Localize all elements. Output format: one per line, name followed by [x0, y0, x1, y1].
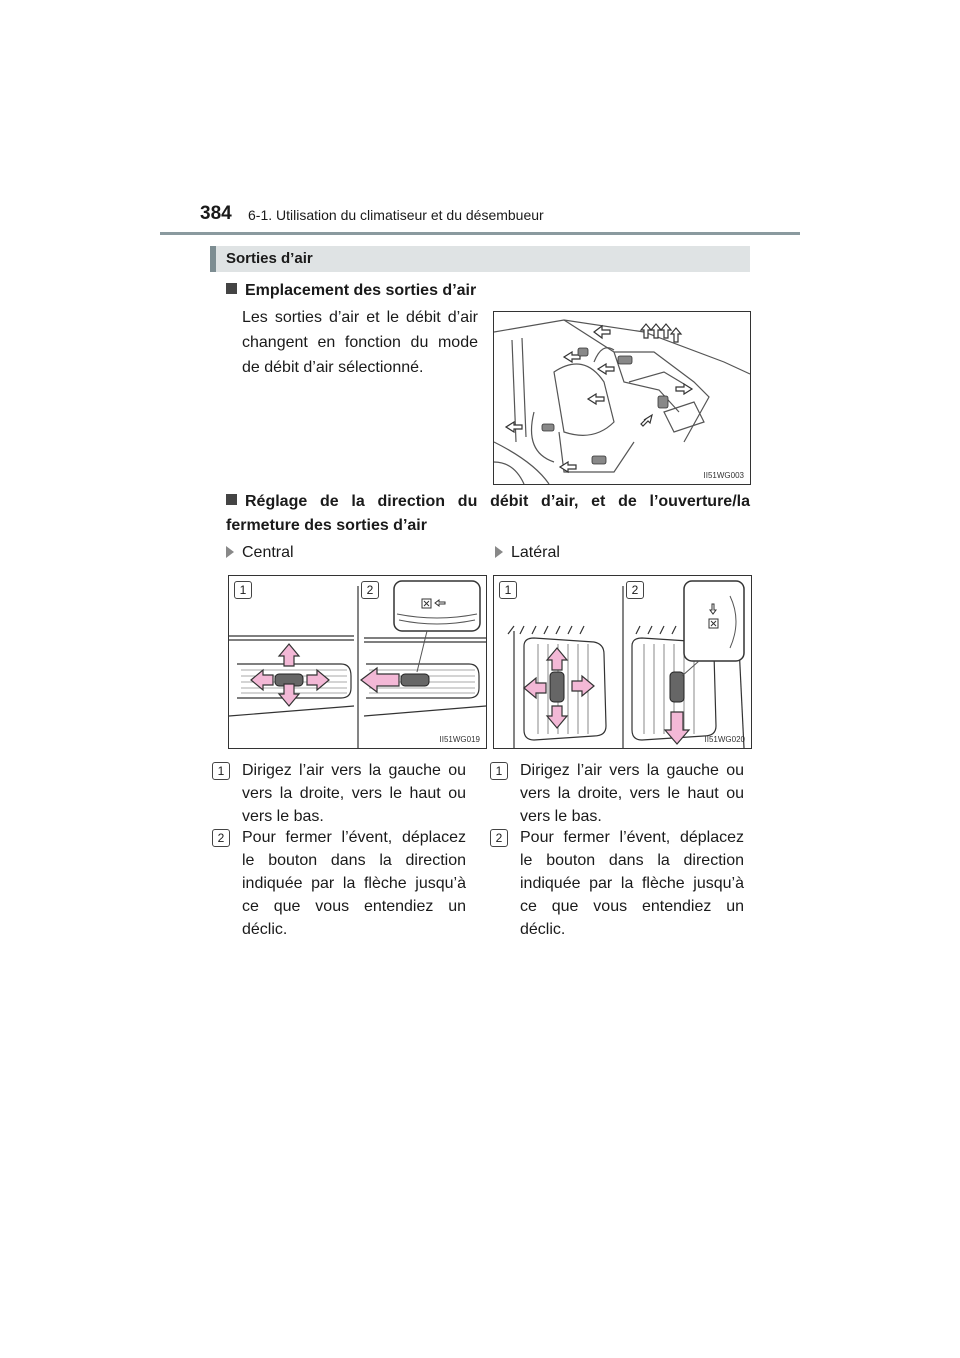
central-vent-figure — [228, 575, 487, 749]
page-number: 384 — [200, 203, 232, 224]
location-body: Les sorties d’air et le débit d’air changent en fonction du mode de débit d’air sélectionné. — [242, 309, 478, 376]
central-item-2 — [212, 826, 466, 941]
triangle-bullet-icon — [495, 546, 503, 558]
car-interior-illustration — [494, 312, 750, 484]
callout-1: 1 — [234, 581, 252, 599]
square-bullet-icon — [226, 494, 237, 505]
callout-2: 2 — [361, 581, 379, 599]
lateral-vent-figure — [493, 575, 752, 749]
item-number: 2 — [490, 829, 508, 847]
central-label — [226, 544, 294, 562]
lateral-label-text: Latéral — [511, 544, 560, 561]
chapter-title: 6-1. Utilisation du climatiseur et du désembueur — [248, 207, 544, 223]
item-text: Pour fermer l’évent, déplacez le bouton dans la direction indiquée par la flèche jusqu’à ce que vous entendiez un déclic. — [520, 829, 744, 938]
section-title: Sorties d’air — [226, 250, 313, 267]
item-number: 1 — [212, 762, 230, 780]
item-number: 1 — [490, 762, 508, 780]
callout-2: 2 — [626, 581, 644, 599]
item-text: Pour fermer l’évent, déplacez le bouton dans la direction indiquée par la flèche jusqu’à ce que vous entendiez un déclic. — [242, 829, 466, 938]
item-number: 2 — [212, 829, 230, 847]
location-heading — [226, 279, 766, 303]
item-text: Dirigez l’air vers la gauche ou vers la droite, vers le haut ou vers le bas. — [242, 762, 466, 825]
adjustment-heading — [226, 490, 750, 538]
lateral-item-1 — [490, 759, 744, 828]
header-rule — [160, 232, 800, 235]
lateral-item-2 — [490, 826, 744, 941]
lateral-label — [495, 544, 560, 562]
figure-code: II51WG020 — [704, 735, 745, 744]
figure-code: II51WG003 — [703, 471, 744, 480]
triangle-bullet-icon — [226, 546, 234, 558]
lateral-vent-illustration — [494, 576, 751, 748]
location-heading-text: Emplacement des sorties d’air — [245, 282, 477, 299]
central-vent-illustration — [229, 576, 486, 748]
central-item-1 — [212, 759, 466, 828]
section-accent — [210, 246, 216, 272]
item-text: Dirigez l’air vers la gauche ou vers la droite, vers le haut ou vers le bas. — [520, 762, 744, 825]
figure-code: II51WG019 — [439, 735, 480, 744]
central-label-text: Central — [242, 544, 294, 561]
section-title-bar — [210, 246, 750, 272]
adjustment-heading-text: Réglage de la direction du débit d’air, et de l’ouverture/la fermeture des sorties d’air — [226, 493, 750, 534]
vent-location-figure — [493, 311, 751, 485]
square-bullet-icon — [226, 283, 237, 294]
callout-1: 1 — [499, 581, 517, 599]
